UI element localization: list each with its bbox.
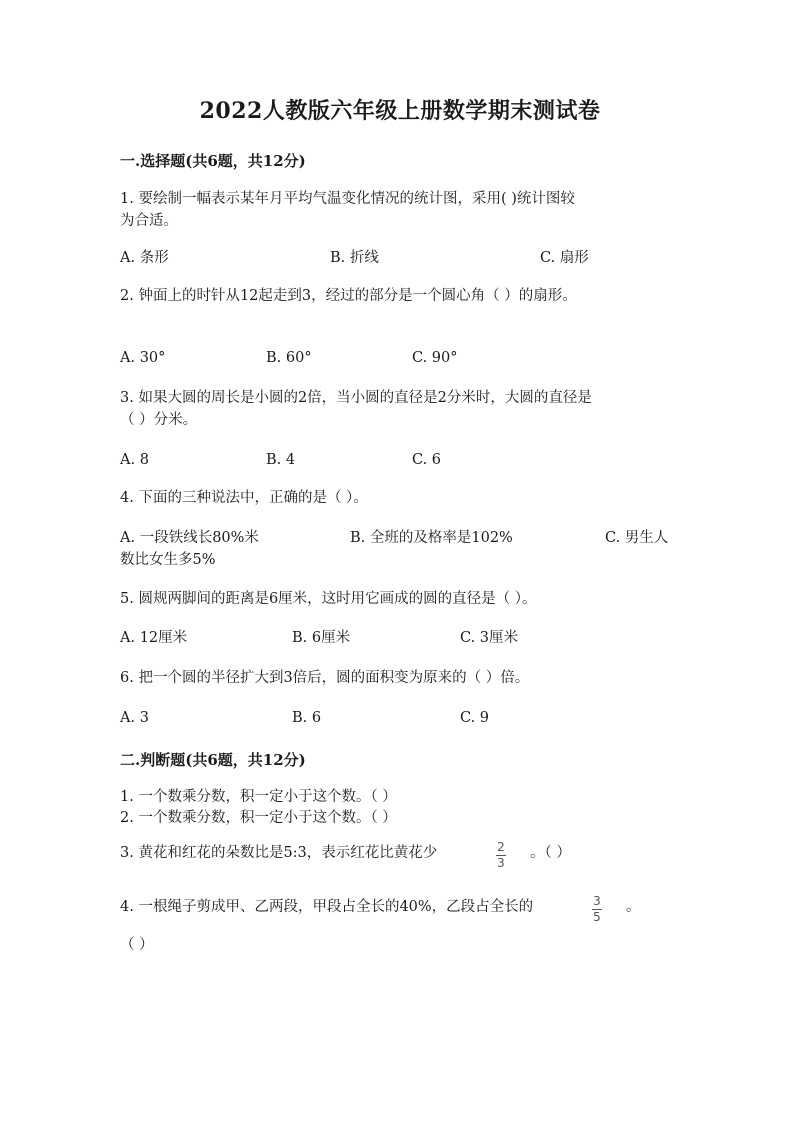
- question-3-line2: （ ）分米。: [120, 412, 198, 428]
- question-4-option-a: A. 一段铁线长80%米: [120, 530, 259, 546]
- judgement-4-suffix: 。: [626, 899, 641, 915]
- fraction-denominator: 5: [593, 910, 601, 924]
- judgement-4-line2: （ ）: [120, 937, 154, 953]
- question-1-option-b: B. 折线: [330, 250, 379, 266]
- question-2-option-c: C. 90°: [412, 350, 458, 366]
- judgement-1: 1. 一个数乘分数，积一定小于这个数。（ ）: [120, 789, 397, 805]
- question-6-text: 6. 把一个圆的半径扩大到3倍后，圆的面积变为原来的（ ）倍。: [120, 670, 530, 686]
- question-1-option-c: C. 扇形: [540, 250, 589, 266]
- question-3-option-c: C. 6: [412, 452, 442, 468]
- fraction-numerator: 3: [593, 894, 601, 908]
- judgement-4-fraction: [592, 890, 602, 924]
- page-title: 2022人教版六年级上册数学期末测试卷: [199, 98, 601, 124]
- question-4-option-b: B. 全班的及格率是102%: [350, 530, 513, 546]
- question-6-option-a: A. 3: [120, 710, 149, 726]
- question-6-option-c: C. 9: [460, 710, 490, 726]
- judgement-4-prefix: 4. 一根绳子剪成甲、乙两段，甲段占全长的40%，乙段占全长的: [120, 899, 534, 915]
- judgement-2: 2. 一个数乘分数，积一定小于这个数。（ ）: [120, 810, 397, 826]
- question-1-line2: 为合适。: [120, 213, 178, 229]
- question-4-option-c-continued: 数比女生多5%: [120, 552, 216, 568]
- fraction-denominator: 3: [497, 856, 505, 870]
- section-heading-judgement: 二.判断题(共6题，共12分): [120, 751, 306, 769]
- judgement-3-prefix: 3. 黄花和红花的朵数比是5:3，表示红花比黄花少: [120, 845, 438, 861]
- question-6-option-b: B. 6: [292, 710, 322, 726]
- section-heading-choice: 一.选择题(共6题，共12分): [120, 152, 306, 170]
- question-2-option-a: A. 30°: [120, 350, 166, 366]
- judgement-3-suffix: 。（ ）: [530, 845, 571, 861]
- question-4-text: 4. 下面的三种说法中，正确的是（ ）。: [120, 490, 368, 506]
- question-1-line1: 1. 要绘制一幅表示某年月平均气温变化情况的统计图，采用( )统计图较: [120, 191, 575, 207]
- question-5-option-c: C. 3厘米: [460, 630, 519, 646]
- question-4-option-c: C. 男生人: [605, 530, 669, 546]
- question-2-text: 2. 钟面上的时针从12起走到3，经过的部分是一个圆心角（ ）的扇形。: [120, 288, 577, 304]
- question-5-option-b: B. 6厘米: [292, 630, 351, 646]
- question-5-option-a: A. 12厘米: [120, 630, 188, 646]
- question-3-option-b: B. 4: [266, 452, 296, 468]
- question-1-option-a: A. 条形: [120, 250, 169, 266]
- question-3-option-a: A. 8: [120, 452, 149, 468]
- judgement-3-fraction: [496, 836, 506, 870]
- question-5-text: 5. 圆规两脚间的距离是6厘米，这时用它画成的圆的直径是（ ）。: [120, 591, 537, 607]
- fraction-numerator: 2: [497, 840, 505, 854]
- question-3-line1: 3. 如果大圆的周长是小圆的2倍，当小圆的直径是2分米时，大圆的直径是: [120, 390, 592, 406]
- question-2-option-b: B. 60°: [266, 350, 312, 366]
